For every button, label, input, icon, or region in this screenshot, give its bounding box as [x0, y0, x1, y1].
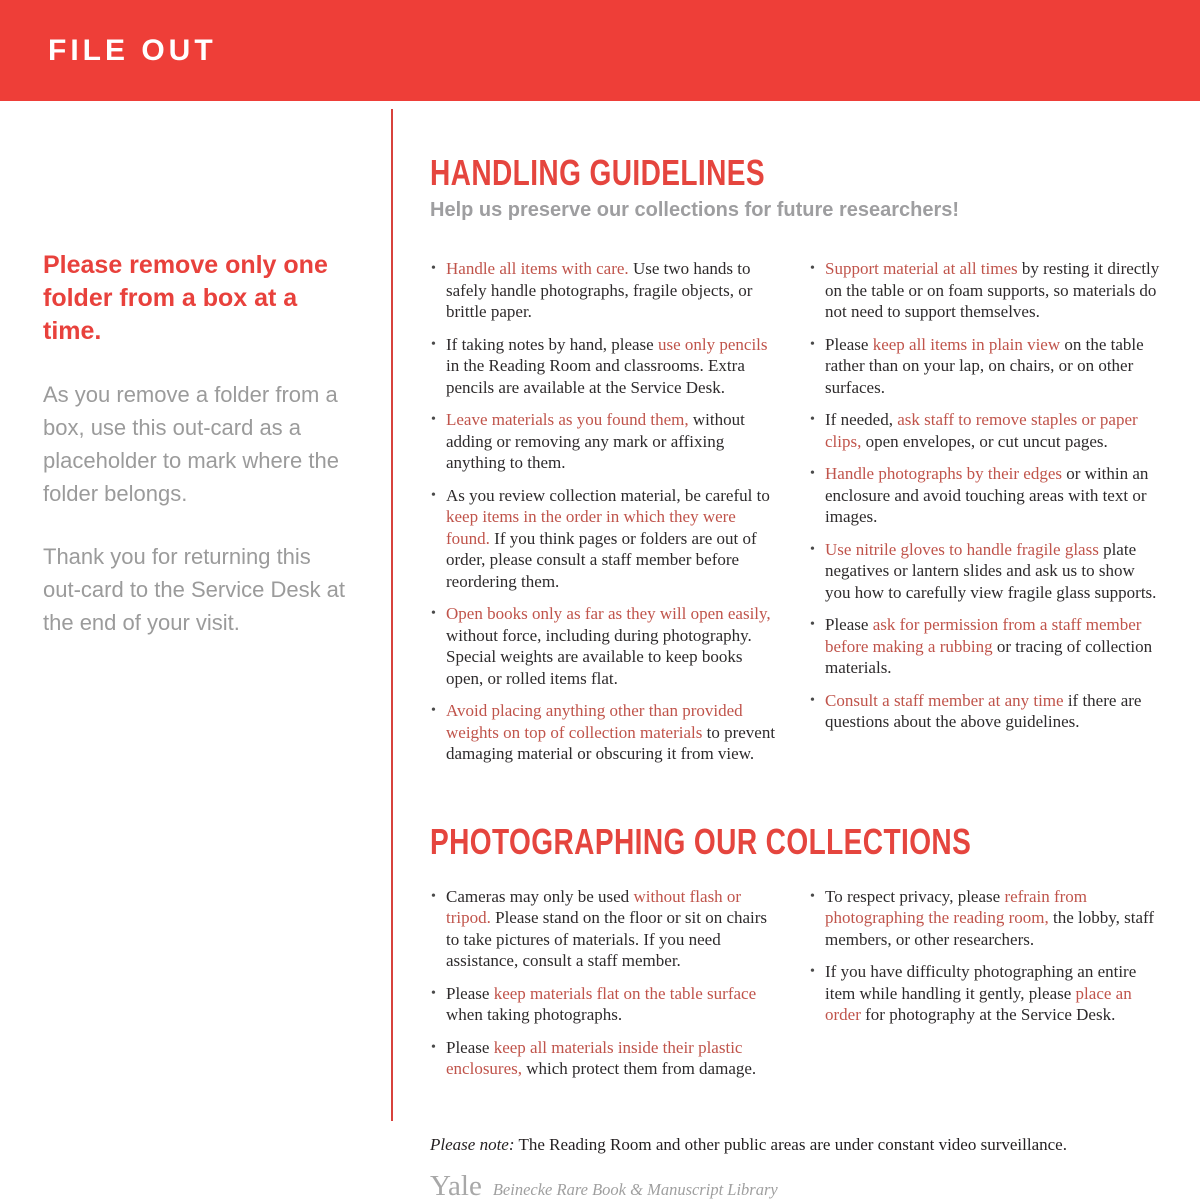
emphasis-text: place an order [825, 983, 1132, 1024]
guideline-item [809, 409, 1162, 452]
emphasis-text: Open books only as far as they will open easily, [446, 604, 771, 623]
left-panel-heading: Please remove only one folder from a box at a time. [43, 251, 328, 345]
footer [430, 1135, 1162, 1203]
emphasis-text: Leave materials as you found them, [446, 410, 693, 429]
emphasis-text: without flash or tripod. [446, 886, 742, 927]
body-text: for photography at the Service Desk. [860, 1005, 1116, 1024]
body-text: open envelopes, or cut uncut pages. [861, 431, 1108, 451]
guideline-item [809, 886, 1162, 951]
emphasis-text: Avoid placing anything other than provided weights on top of collection materials [446, 701, 743, 742]
emphasis-text: Handle photographs by their edges [825, 464, 1067, 483]
guideline-item [809, 463, 1162, 528]
body-text: Please [825, 615, 873, 634]
note-label: Please note: [430, 1134, 515, 1154]
card-body [0, 101, 1200, 1202]
guideline-item [430, 603, 783, 689]
body-text: or within an enclosure and avoid touching areas with text or images. [825, 464, 1149, 526]
body-text: If you think pages or folders are out of order, please consult a staff member before reordering them. [446, 528, 757, 591]
handling-column-1 [430, 258, 783, 776]
guideline-item [430, 334, 783, 399]
body-text: without force, including during photography. Special weights are available to keep books open, or rolled items flat. [446, 625, 752, 688]
handling-guidelines-title [430, 153, 1162, 193]
guideline-item [809, 614, 1162, 679]
banner [0, 0, 1200, 101]
body-text: which protect them from damage. [522, 1059, 757, 1078]
guideline-item [809, 258, 1162, 323]
guideline-item [430, 700, 783, 765]
surveillance-note [430, 1135, 1162, 1155]
body-text: Please [446, 1037, 494, 1057]
emphasis-text: Handle all items with care. [446, 259, 633, 278]
emphasis-text: refrain from photographing the reading room, [825, 886, 1088, 927]
guideline-item [809, 334, 1162, 399]
emphasis-text: Support material at all times [825, 259, 1022, 278]
note-text: The Reading Room and other public areas are under constant video surveillance. [514, 1134, 1067, 1154]
body-text: Use two hands to safely handle photographs, fragile objects, or brittle paper. [446, 259, 753, 321]
body-text: if there are questions about the above guidelines. [825, 690, 1142, 731]
emphasis-text: Consult a staff member at any time [825, 690, 1068, 710]
emphasis-text: keep all materials inside their plastic enclosures, [446, 1037, 743, 1078]
main-content [393, 101, 1200, 1202]
handling-guidelines-subtitle: Help us preserve our collections for future researchers! [430, 199, 960, 221]
body-text: to prevent damaging material or obscuring it from view. [446, 722, 776, 763]
body-text: plate negatives or lantern slides and ask us to show you how to carefully view fragile glass supports. [825, 539, 1157, 602]
emphasis-text: Use nitrile gloves to handle fragile glass [825, 539, 1104, 559]
body-text: If you have difficulty photographing an entire item while handling it gently, please [825, 962, 1137, 1003]
guideline-item [809, 539, 1162, 604]
guideline-item [430, 485, 783, 593]
left-panel [0, 101, 391, 1121]
guideline-item [809, 690, 1162, 733]
body-text: As you review collection material, be careful to [446, 485, 770, 505]
library-name: Beinecke Rare Book & Manuscript Library [492, 1179, 778, 1199]
handling-columns [430, 258, 1162, 776]
body-text: Cameras may only be used [446, 886, 634, 906]
body-text: the lobby, staff members, or other researchers. [825, 908, 1155, 949]
handling-column-2 [809, 258, 1162, 776]
body-text: when taking photographs. [446, 1005, 623, 1024]
body-text: Please [825, 334, 873, 354]
left-panel-paragraph: As you remove a folder from a box, use this out-card as a placeholder to mark where the folder belongs. [43, 382, 339, 506]
body-text: If needed, [825, 410, 898, 429]
body-text: on the table rather than on your lap, on chairs, or on other surfaces. [825, 334, 1144, 397]
guideline-item [430, 886, 783, 972]
left-panel-paragraph: Thank you for returning this out-card to the Service Desk at the end of your visit. [43, 544, 346, 635]
body-text: or tracing of collection materials. [825, 636, 1153, 677]
body-text: in the Reading Room and classrooms. Extra pencils are available at the Service Desk. [446, 356, 745, 397]
handling-guidelines-title-text: HANDLING GUIDELINES [430, 152, 766, 193]
emphasis-text: use only pencils [657, 334, 768, 354]
emphasis-text: keep all items in plain view [872, 334, 1061, 354]
emphasis-text: ask staff to remove staples or paper clips, [825, 410, 1138, 451]
handling-guidelines-section [430, 153, 1162, 776]
guideline-item [809, 961, 1162, 1026]
photographing-section [430, 822, 1162, 1091]
photographing-columns [430, 886, 1162, 1091]
emphasis-text: keep materials flat on the table surface [493, 983, 757, 1003]
yale-wordmark: Yale [430, 1169, 482, 1202]
photographing-column-2 [809, 886, 1162, 1091]
body-text: by resting it directly on the table or on foam supports, so materials do not need to support themselves. [825, 259, 1160, 321]
emphasis-text: keep items in the order in which they were found. [446, 507, 736, 548]
body-text: Please [446, 983, 494, 1003]
guideline-item [430, 1037, 783, 1080]
photographing-column-1 [430, 886, 783, 1091]
body-text: without adding or removing any mark or affixing anything to them. [446, 410, 745, 472]
brand-line [430, 1170, 1162, 1203]
emphasis-text: ask for permission from a staff member before making a rubbing [825, 615, 1142, 656]
guideline-item [430, 983, 783, 1026]
body-text: Please stand on the floor or sit on chairs to take pictures of materials. If you need assistance, consult a staff member. [446, 908, 768, 970]
banner-title: FILE OUT [48, 33, 217, 67]
body-text: To respect privacy, please [825, 886, 1005, 906]
guideline-item [430, 258, 783, 323]
guideline-item [430, 409, 783, 474]
body-text: If taking notes by hand, please [446, 334, 658, 354]
photographing-title [430, 822, 1162, 862]
photographing-title-text: PHOTOGRAPHING OUR COLLECTIONS [430, 820, 972, 862]
